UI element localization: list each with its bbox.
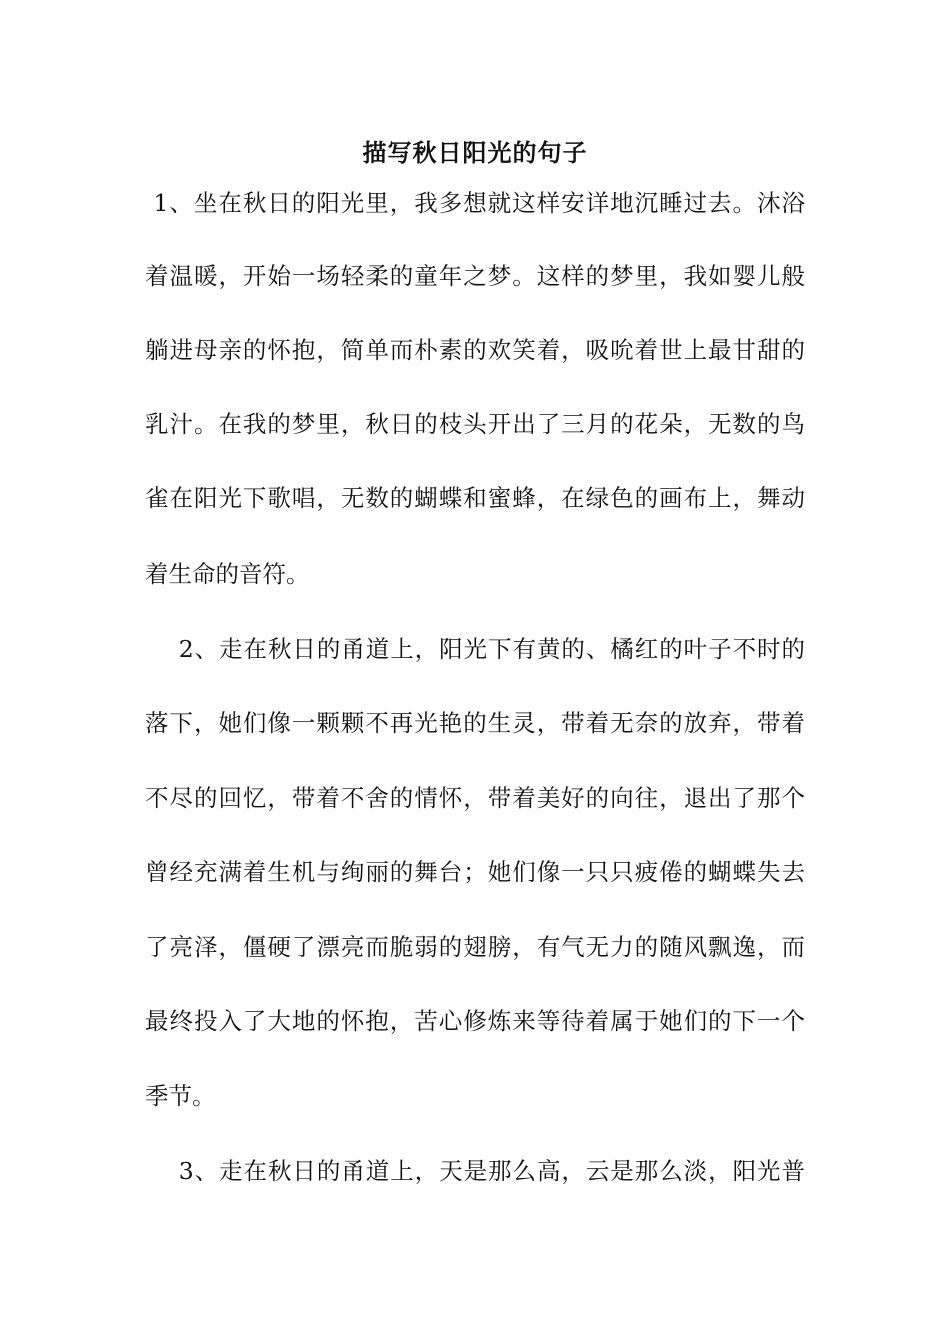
document-title: 描写秋日阳光的句子 [362, 138, 588, 167]
text-line: 季节。 [145, 1082, 216, 1110]
text-line: 着生命的音符。 [145, 560, 310, 588]
text-line: 2、走在秋日的甬道上，阳光下有黄的、橘红的叶子不时的 [145, 635, 805, 663]
text-line: 落下，她们像一颗颗不再光艳的生灵，带着无奈的放弃，带着 [145, 709, 805, 737]
text-line: 躺进母亲的怀抱，简单而朴素的欢笑着，吸吮着世上最甘甜的 [145, 336, 805, 364]
text-line: 乳汁。在我的梦里，秋日的枝头开出了三月的花朵，无数的鸟 [145, 410, 805, 438]
text-line: 不尽的回忆，带着不舍的情怀，带着美好的向往，退出了那个 [145, 784, 805, 812]
text-line: 了亮泽，僵硬了漂亮而脆弱的翅膀，有气无力的随风飘逸，而 [145, 933, 805, 961]
text-line: 1、坐在秋日的阳光里，我多想就这样安详地沉睡过去。沐浴 [145, 189, 805, 217]
text-line: 着温暖，开始一场轻柔的童年之梦。这样的梦里，我如婴儿般 [145, 262, 805, 290]
text-line: 曾经充满着生机与绚丽的舞台；她们像一只只疲倦的蝴蝶失去 [145, 858, 805, 886]
text-line: 3、走在秋日的甬道上，天是那么高，云是那么淡，阳光普 [145, 1157, 805, 1185]
text-line: 最终投入了大地的怀抱，苦心修炼来等待着属于她们的下一个 [145, 1007, 805, 1035]
text-line: 雀在阳光下歌唱，无数的蝴蝶和蜜蜂，在绿色的画布上，舞动 [145, 484, 805, 512]
